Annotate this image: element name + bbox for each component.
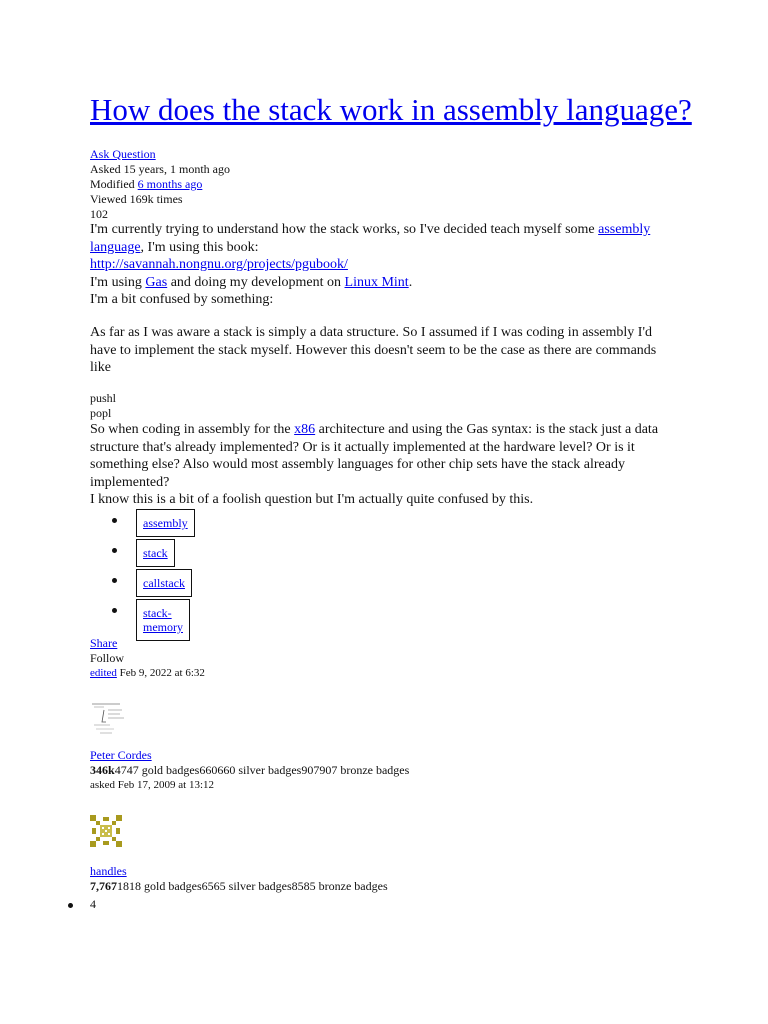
asker-card [90,864,388,894]
asker-avatar[interactable] [90,815,122,847]
edited-info [90,666,205,681]
bullet-icon [112,518,117,523]
tag-stack-memory[interactable]: stack-memory [136,599,190,641]
post-actions [90,636,205,681]
modified-label: Modified [90,177,135,191]
edited-link[interactable]: edited [90,667,117,679]
code-block [90,391,116,421]
tag-stack[interactable]: stack [136,539,175,567]
code-line: popl [90,406,112,420]
badge-counts: 4747 gold badges660660 silver badges907907 bronze badges [114,763,410,777]
asker-name-link[interactable]: handles [90,864,127,878]
question-meta [90,147,230,222]
code-line: pushl [90,391,117,405]
ask-question-link[interactable]: Ask Question [90,147,156,161]
bullet-icon [112,578,117,583]
editor-name-link[interactable]: Peter Cordes [90,748,152,762]
share-link[interactable]: Share [90,636,118,650]
x86-link[interactable]: x86 [294,422,316,437]
book-url-link[interactable]: http://savannah.nongnu.org/projects/pgubook/ [90,257,348,272]
asked-info: Asked 15 years, 1 month ago [90,162,230,176]
bullet-icon [68,903,73,908]
viewed-info: Viewed 169k times [90,192,183,206]
vote-count: 102 [90,207,108,221]
asked-date: asked Feb 17, 2009 at 13:12 [90,779,215,791]
editor-card [90,748,409,793]
tag-callstack[interactable]: callstack [136,569,192,597]
question-body-part1 [90,221,680,309]
edited-date: Feb 9, 2022 at 6:32 [116,667,205,679]
modified-link[interactable]: 6 months ago [137,177,203,191]
follow-button[interactable]: Follow [90,651,125,665]
tag-assembly[interactable]: assembly [136,509,195,537]
assembly-language-link[interactable]: assembly language [90,222,651,255]
bullet-icon [112,548,117,553]
question-paragraph: I know this is a bit of a foolish question but I'm actually quite confused by this. [90,492,534,507]
asker-reputation [90,879,388,894]
question-title [90,90,692,130]
question-paragraph: I'm using Gas and doing my development on Linux Mint. [90,274,413,290]
modified-info [90,177,230,192]
question-paragraph: I'm a bit confused by something: [90,292,274,307]
answer-vote-count: 4 [90,897,96,911]
question-paragraph: As far as I was aware a stack is simply a data structure. So I assumed if I was coding in assembly I'd have to implement the stack myself. However this doesn't seem to be the case as there are commands like [90,325,657,375]
question-title-link[interactable]: How does the stack work in assembly language? [90,92,692,127]
reputation-score: 7,767 [90,879,117,893]
question-paragraph: I'm currently trying to understand how the stack works, so I've decided teach myself some assembly language, I'm using this book: [90,222,651,255]
gas-link[interactable]: Gas [145,274,168,290]
question-paragraph: So when coding in assembly for the x86 architecture and using the Gas syntax: is the stack just a data structure that's already implemented? Or is it actually implemented at the hardware level? Or is it something else? Also would most assembly languages for other chip sets have the stack already implemented? [90,422,659,490]
editor-avatar[interactable] [90,700,128,736]
editor-reputation [90,763,409,778]
linux-mint-link[interactable]: Linux Mint [344,274,409,290]
question-body-part3 [90,421,680,509]
reputation-score: 346k [90,763,115,777]
badge-counts: 1818 gold badges6565 silver badges8585 bronze badges [117,879,388,893]
bullet-icon [112,608,117,613]
